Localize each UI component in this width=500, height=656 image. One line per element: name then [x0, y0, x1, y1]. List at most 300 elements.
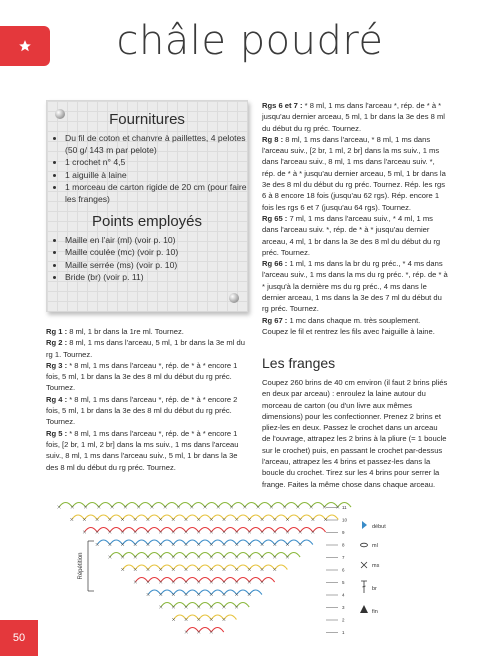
stitch-mark: [146, 518, 149, 521]
chain-arc: [135, 578, 148, 583]
row-instruction: Rg 2 : 8 ml, 1 ms dans l'arceau, 5 ml, 1 br dans la 3e ml du rg 1. Tournez.: [46, 338, 245, 359]
row-instruction: Rg 8 : 8 ml, 1 ms dans l'arceau, * 8 ml, 1 ms dans l'arceau suiv., [2 br, 1 ml, 2 br] dans la ms suiv., 1 ms dans l'arceau suiv., 8 ml, 1 ms dans l'arceau suiv. *, rép. de * à * jusqu'au dernier arceau, 5 ml, 1 br dans la 3e des 8 ml du début du rg préc. Tournez. Rép. les rgs 6 à 8 encore 18 fois (jusqu'au 62 rgs). Rép. encore 1 fois les rgs 6 et 7 (jusqu'au 64 rgs). Tournez.: [262, 134, 446, 212]
chain-arc: [211, 603, 224, 608]
franges-paragraph: Coupez 260 brins de 40 cm environ (il faut 2 brins pliés en deux par arceau) : enroulez la laine autour du morceau de carton (ou d'un livre aux mêmes dimensions) pour les confectionner. Prenez 2 brins et pliez-les en deux. Passez le crochet dans un arceau de l'ouvrage, attrapez les 2 brins à la pliure (= 1 boucle sur le crochet) puis, en passant le crochet par-dessus l'arceau, attrapez les 4 brins et passez-les dans la boucle du crochet. Tirez sur les 4 brins pour serrer la frange. Faites la même chose dans chaque arceau.: [262, 378, 448, 489]
crochet-diagram: [30, 493, 386, 649]
chain-arc: [224, 553, 237, 558]
start-triangle-icon: [362, 521, 367, 529]
chain-arc: [97, 528, 110, 533]
stitch-mark: [121, 531, 124, 534]
chain-arc: [135, 515, 148, 520]
stitch-mark: [235, 556, 238, 559]
chain-arc: [324, 503, 337, 508]
chain-arc: [211, 565, 224, 570]
legend-ms: ms: [372, 563, 380, 569]
chain-arc: [262, 565, 275, 570]
left-instructions: [46, 326, 246, 473]
page-number: 50: [0, 620, 38, 656]
stitch-mark: [223, 531, 226, 534]
chain-arc: [205, 503, 218, 508]
stitch-mark: [184, 531, 187, 534]
chain-arc: [199, 628, 211, 633]
chain-oval-icon: [361, 543, 368, 547]
chain-arc: [72, 515, 85, 520]
chain-arc: [99, 503, 112, 508]
chain-arc: [245, 503, 258, 508]
stitch-mark: [197, 568, 200, 571]
chain-arc: [218, 503, 231, 508]
stitch-mark: [124, 506, 127, 509]
stitch-mark: [134, 518, 137, 521]
stitch-mark: [134, 531, 137, 534]
chain-arc: [249, 565, 262, 570]
stitch-mark: [223, 568, 226, 571]
chain-arc: [275, 528, 288, 533]
stitch-mark: [185, 606, 188, 609]
row-instruction: Rg 1 : 8 ml, 1 br dans la 1re ml. Tournez.: [46, 327, 184, 336]
stitch-mark: [222, 593, 225, 596]
chain-arc: [173, 603, 186, 608]
stitch-mark: [324, 518, 327, 521]
chain-arc: [148, 590, 161, 595]
chain-arc: [148, 515, 161, 520]
stitch-mark: [299, 531, 302, 534]
stitch-mark: [248, 518, 251, 521]
stitch-mark: [121, 568, 124, 571]
row-instruction: Rg 65 : 7 ml, 1 ms dans l'arceau suiv., * 4 ml, 1 ms dans l'arceau suiv. *, rép. de * à * jusqu'au dernier arceau, 4 ml, 1 br dans la 3e des 8 ml du début du rg préc. Tournez.: [262, 213, 441, 257]
end-triangle-icon: [360, 605, 368, 613]
chain-arc: [123, 540, 136, 545]
stitch-mark: [137, 506, 140, 509]
chain-arc: [72, 503, 85, 508]
chain-arc: [186, 528, 199, 533]
stitch-mark: [172, 518, 175, 521]
stitch-mark: [299, 518, 302, 521]
stitch-mark: [197, 531, 200, 534]
franges-heading: Les franges: [262, 355, 336, 371]
stitch-mark: [190, 506, 193, 509]
chain-arc: [199, 603, 212, 608]
points-heading: Points employés: [91, 213, 203, 231]
chain-arc: [224, 565, 237, 570]
chain-arc: [211, 553, 224, 558]
points-list: [47, 234, 247, 283]
row-number-label: 8: [342, 542, 345, 548]
chain-arc: [161, 540, 174, 545]
stitch-mark: [197, 543, 200, 546]
stitch-mark: [261, 543, 264, 546]
chain-arc: [84, 515, 97, 520]
chain-arc: [186, 628, 198, 633]
chain-arc: [232, 503, 245, 508]
stitch-mark: [159, 518, 162, 521]
stitch-mark: [197, 618, 200, 621]
stitch-mark: [172, 543, 175, 546]
stitch-mark: [223, 543, 226, 546]
stitch-mark: [58, 506, 61, 509]
chain-arc: [237, 540, 250, 545]
chain-arc: [249, 553, 262, 558]
stitch-mark: [210, 618, 213, 621]
chain-arc: [173, 578, 186, 583]
row-number-label: 4: [342, 592, 345, 598]
stitch-mark: [197, 581, 200, 584]
stitch-mark: [235, 568, 238, 571]
stitch-mark: [323, 506, 326, 509]
chain-arc: [275, 553, 288, 558]
stitch-mark: [159, 593, 162, 596]
stitch-mark: [261, 531, 264, 534]
stitch-mark: [243, 506, 246, 509]
list-item: • Bride (br) (voir p. 11): [65, 271, 247, 283]
stitch-mark: [286, 543, 289, 546]
chain-arc: [97, 515, 110, 520]
chain-arc: [186, 515, 199, 520]
stitch-mark: [172, 531, 175, 534]
chain-arc: [300, 540, 313, 545]
stitch-mark: [172, 618, 175, 621]
stitch-mark: [159, 556, 162, 559]
chain-arc: [186, 590, 199, 595]
stitch-mark: [299, 543, 302, 546]
stitch-mark: [286, 518, 289, 521]
page-title: châle poudré: [116, 18, 384, 64]
chain-arc: [237, 590, 250, 595]
row-instruction: Rg 3 : * 8 ml, 1 ms dans l'arceau *, rép. de * à * encore 1 fois, 5 ml, 1 br dans la 3e des 8 ml du début du rg préc. Tournez.: [46, 360, 238, 393]
diagram-legend: [360, 521, 386, 615]
stitch-mark: [235, 593, 238, 596]
stitch-mark: [197, 631, 200, 634]
stitch-mark: [223, 518, 226, 521]
chain-arc: [224, 528, 237, 533]
stitch-mark: [111, 506, 114, 509]
stitch-mark: [184, 568, 187, 571]
chain-arc: [186, 578, 199, 583]
fournitures-list: [47, 132, 247, 205]
stitch-mark: [283, 506, 286, 509]
chain-arc: [161, 590, 174, 595]
row-number-label: 6: [342, 567, 345, 573]
chain-arc: [173, 528, 186, 533]
chain-arc: [237, 515, 250, 520]
chain-arc: [237, 565, 250, 570]
chain-arc: [300, 528, 313, 533]
chain-arc: [199, 540, 212, 545]
chain-arc: [298, 503, 311, 508]
stitch-mark: [70, 518, 73, 521]
chain-arc: [326, 515, 339, 520]
chain-arc: [135, 528, 148, 533]
stitch-mark: [217, 506, 220, 509]
chain-arc: [237, 553, 250, 558]
chain-arc: [262, 553, 275, 558]
stitch-mark: [121, 518, 124, 521]
stitch-mark: [146, 556, 149, 559]
stitch-mark: [147, 581, 150, 584]
chain-arc: [161, 553, 174, 558]
stitch-mark: [147, 593, 150, 596]
stitch-mark: [222, 581, 225, 584]
chain-arc: [148, 528, 161, 533]
chain-arc: [186, 603, 199, 608]
stitch-mark: [248, 568, 251, 571]
stitch-mark: [185, 618, 188, 621]
stitch-mark: [235, 543, 238, 546]
chain-arc: [275, 565, 288, 570]
list-item: • Maille serrée (ms) (voir p. 10): [65, 259, 247, 271]
chain-arc: [139, 503, 152, 508]
chain-arc: [199, 565, 212, 570]
stitch-mark: [83, 531, 86, 534]
row-number-label: 2: [342, 617, 345, 623]
chain-arc: [123, 528, 136, 533]
chain-arc: [173, 540, 186, 545]
chain-arc: [275, 540, 288, 545]
chain-arc: [161, 578, 174, 583]
chain-arc: [161, 528, 174, 533]
stitch-mark: [159, 543, 162, 546]
fournitures-heading: Fournitures: [109, 111, 185, 128]
double-crochet-icon: [361, 581, 367, 593]
diagram-arcs: [58, 503, 352, 634]
chain-arc: [262, 515, 275, 520]
chain-arc: [199, 590, 212, 595]
stitch-mark: [159, 531, 162, 534]
pin-icon: [55, 109, 65, 119]
chain-arc: [199, 515, 212, 520]
chain-arc: [249, 540, 262, 545]
stitch-mark: [172, 581, 175, 584]
stitch-mark: [235, 531, 238, 534]
row-number-label: 1: [342, 630, 345, 635]
stitch-mark: [230, 506, 233, 509]
stitch-mark: [159, 606, 162, 609]
row-numbers: [326, 505, 348, 635]
row-instruction: Rg 5 : * 8 ml, 1 ms dans l'arceau *, rép. de * à * encore 1 fois, [2 br, 1 ml, 2 br] dans la ms suiv., 1 ms dans l'arceau suiv., 8 ml, 1 ms dans l'arceau suiv., 5 ml, 1 br dans la 3e des 8 ml du début du rg préc. Tournez.: [46, 428, 239, 472]
stitch-mark: [134, 568, 137, 571]
stitch-mark: [185, 593, 188, 596]
stitch-mark: [96, 543, 99, 546]
chain-arc: [211, 590, 224, 595]
chain-arc: [313, 528, 326, 533]
stitch-mark: [108, 543, 111, 546]
chain-arc: [123, 553, 136, 558]
chain-arc: [300, 515, 313, 520]
supplies-card: [46, 100, 248, 312]
row-instruction: Rg 67 : 1 mc dans chaque m. très souplement. Coupez le fil et rentrez les fils avec l'aiguille à laine.: [262, 315, 435, 336]
stitch-mark: [235, 606, 238, 609]
single-crochet-cross-icon: [361, 562, 367, 568]
chain-arc: [135, 565, 148, 570]
stitch-mark: [121, 556, 124, 559]
chain-arc: [237, 603, 250, 608]
stitch-mark: [197, 518, 200, 521]
chain-arc: [211, 578, 224, 583]
legend-ml: ml: [372, 543, 378, 549]
stitch-mark: [71, 506, 74, 509]
chain-arc: [224, 590, 237, 595]
stitch-mark: [108, 518, 111, 521]
chain-arc: [262, 540, 275, 545]
stitch-mark: [296, 506, 299, 509]
chain-arc: [84, 528, 97, 533]
stitch-mark: [185, 581, 188, 584]
chain-arc: [313, 515, 326, 520]
chain-arc: [224, 615, 237, 620]
chain-arc: [148, 578, 161, 583]
chain-arc: [311, 503, 324, 508]
stitch-mark: [235, 581, 238, 584]
stitch-mark: [197, 593, 200, 596]
row-instruction: Rg 4 : * 8 ml, 1 ms dans l'arceau *, rép. de * à * encore 2 fois, 5 ml, 1 br dans la 3e des 8 ml du début du rg préc. Tournez.: [46, 394, 238, 427]
chain-arc: [174, 615, 187, 620]
stitch-mark: [84, 506, 87, 509]
chain-arc: [161, 565, 174, 570]
chain-arc: [287, 528, 300, 533]
list-item: • 1 morceau de carton rigide de 20 cm (pour faire les franges): [65, 181, 247, 205]
stitch-mark: [184, 518, 187, 521]
row-number-label: 5: [342, 580, 345, 585]
stitch-mark: [134, 581, 137, 584]
stitch-mark: [270, 506, 273, 509]
chain-arc: [249, 578, 262, 583]
stitch-mark: [96, 531, 99, 534]
chain-arc: [135, 553, 148, 558]
legend-fin: fin: [372, 609, 378, 615]
stitch-mark: [311, 518, 314, 521]
stitch-mark: [311, 531, 314, 534]
row-instruction: Rg 66 : 1 ml, 1 ms dans la br du rg préc., * 4 ms dans l'arceau suiv., 1 ms dans la ms du rg préc. *, rép. de * à * jusqu'à la dernière ms du rg préc., 4 ms dans le dernier arceau, 1 ms dans la 3e des 7 ml du début du rg préc. Tournez.: [262, 259, 448, 314]
stitch-mark: [273, 531, 276, 534]
stitch-mark: [146, 568, 149, 571]
chain-arc: [97, 540, 110, 545]
row-number-label: 7: [342, 555, 345, 560]
row-number-label: 11: [342, 505, 347, 510]
right-instructions: [262, 100, 448, 337]
chain-arc: [262, 578, 275, 583]
chain-arc: [173, 515, 186, 520]
chain-arc: [258, 503, 271, 508]
stitch-mark: [273, 568, 276, 571]
chain-arc: [262, 528, 275, 533]
stitch-mark: [159, 568, 162, 571]
stitch-mark: [146, 531, 149, 534]
chain-arc: [112, 503, 125, 508]
stitch-mark: [261, 556, 264, 559]
franges-text: [262, 377, 448, 490]
stitch-mark: [150, 506, 153, 509]
stitch-mark: [210, 581, 213, 584]
chain-arc: [161, 603, 174, 608]
stitch-mark: [273, 518, 276, 521]
stitch-mark: [184, 543, 187, 546]
list-item: • Du fil de coton et chanvre à paillettes, 4 pelotes (50 g/ 143 m par pelote): [65, 132, 247, 156]
stitch-mark: [210, 543, 213, 546]
row-number-label: 3: [342, 605, 345, 610]
stitch-mark: [248, 543, 251, 546]
stitch-mark: [197, 606, 200, 609]
chain-arc: [237, 578, 250, 583]
chain-arc: [249, 590, 262, 595]
list-item: • 1 aiguille à laine: [65, 169, 247, 181]
stitch-mark: [248, 581, 251, 584]
chain-arc: [224, 540, 237, 545]
stitch-mark: [134, 556, 137, 559]
chain-arc: [211, 628, 223, 633]
stitch-mark: [210, 531, 213, 534]
chain-arc: [110, 515, 123, 520]
chain-arc: [122, 515, 135, 520]
stitch-mark: [210, 631, 213, 634]
chain-arc: [275, 515, 288, 520]
stitch-mark: [261, 568, 264, 571]
chain-arc: [224, 515, 237, 520]
stitch-mark: [134, 543, 137, 546]
row-number-label: 9: [342, 530, 345, 535]
stitch-mark: [108, 531, 111, 534]
stitch-mark: [248, 531, 251, 534]
stitch-mark: [336, 506, 339, 509]
legend-br: br: [372, 586, 377, 592]
chain-arc: [192, 503, 205, 508]
stitch-mark: [261, 518, 264, 521]
stitch-mark: [286, 531, 289, 534]
chain-arc: [186, 565, 199, 570]
stitch-mark: [96, 518, 99, 521]
stitch-mark: [286, 556, 289, 559]
stitch-mark: [210, 568, 213, 571]
chain-arc: [287, 540, 300, 545]
chain-arc: [148, 553, 161, 558]
chain-arc: [211, 540, 224, 545]
row-instruction: Rgs 6 et 7 : * 8 ml, 1 ms dans l'arceau *, rép. de * à * jusqu'au dernier arceau, 5 ml, 1 br dans la 3e des 8 ml du début du rg préc. Tournez.: [262, 101, 445, 133]
stitch-mark: [172, 556, 175, 559]
chain-arc: [161, 515, 174, 520]
chain-arc: [199, 578, 212, 583]
stitch-mark: [273, 543, 276, 546]
stitch-mark: [248, 556, 251, 559]
stitch-mark: [257, 506, 260, 509]
pin-icon: [229, 293, 239, 303]
chain-arc: [287, 553, 300, 558]
stitch-mark: [184, 556, 187, 559]
chain-arc: [86, 503, 99, 508]
stitch-mark: [172, 568, 175, 571]
stitch-mark: [210, 606, 213, 609]
chain-arc: [224, 603, 237, 608]
stitch-mark: [197, 556, 200, 559]
chain-arc: [178, 503, 191, 508]
chain-arc: [148, 540, 161, 545]
stitch-mark: [97, 506, 100, 509]
stitch-mark: [172, 593, 175, 596]
chain-arc: [173, 565, 186, 570]
chain-arc: [249, 528, 262, 533]
stitch-mark: [248, 593, 251, 596]
stitch-mark: [185, 631, 188, 634]
chain-arc: [125, 503, 138, 508]
chain-arc: [186, 553, 199, 558]
chain-arc: [173, 553, 186, 558]
stitch-mark: [273, 556, 276, 559]
chain-arc: [285, 503, 298, 508]
stitch-mark: [177, 506, 180, 509]
stitch-mark: [260, 581, 263, 584]
chain-arc: [165, 503, 178, 508]
chain-arc: [110, 528, 123, 533]
stitch-mark: [223, 556, 226, 559]
stitch-mark: [146, 543, 149, 546]
